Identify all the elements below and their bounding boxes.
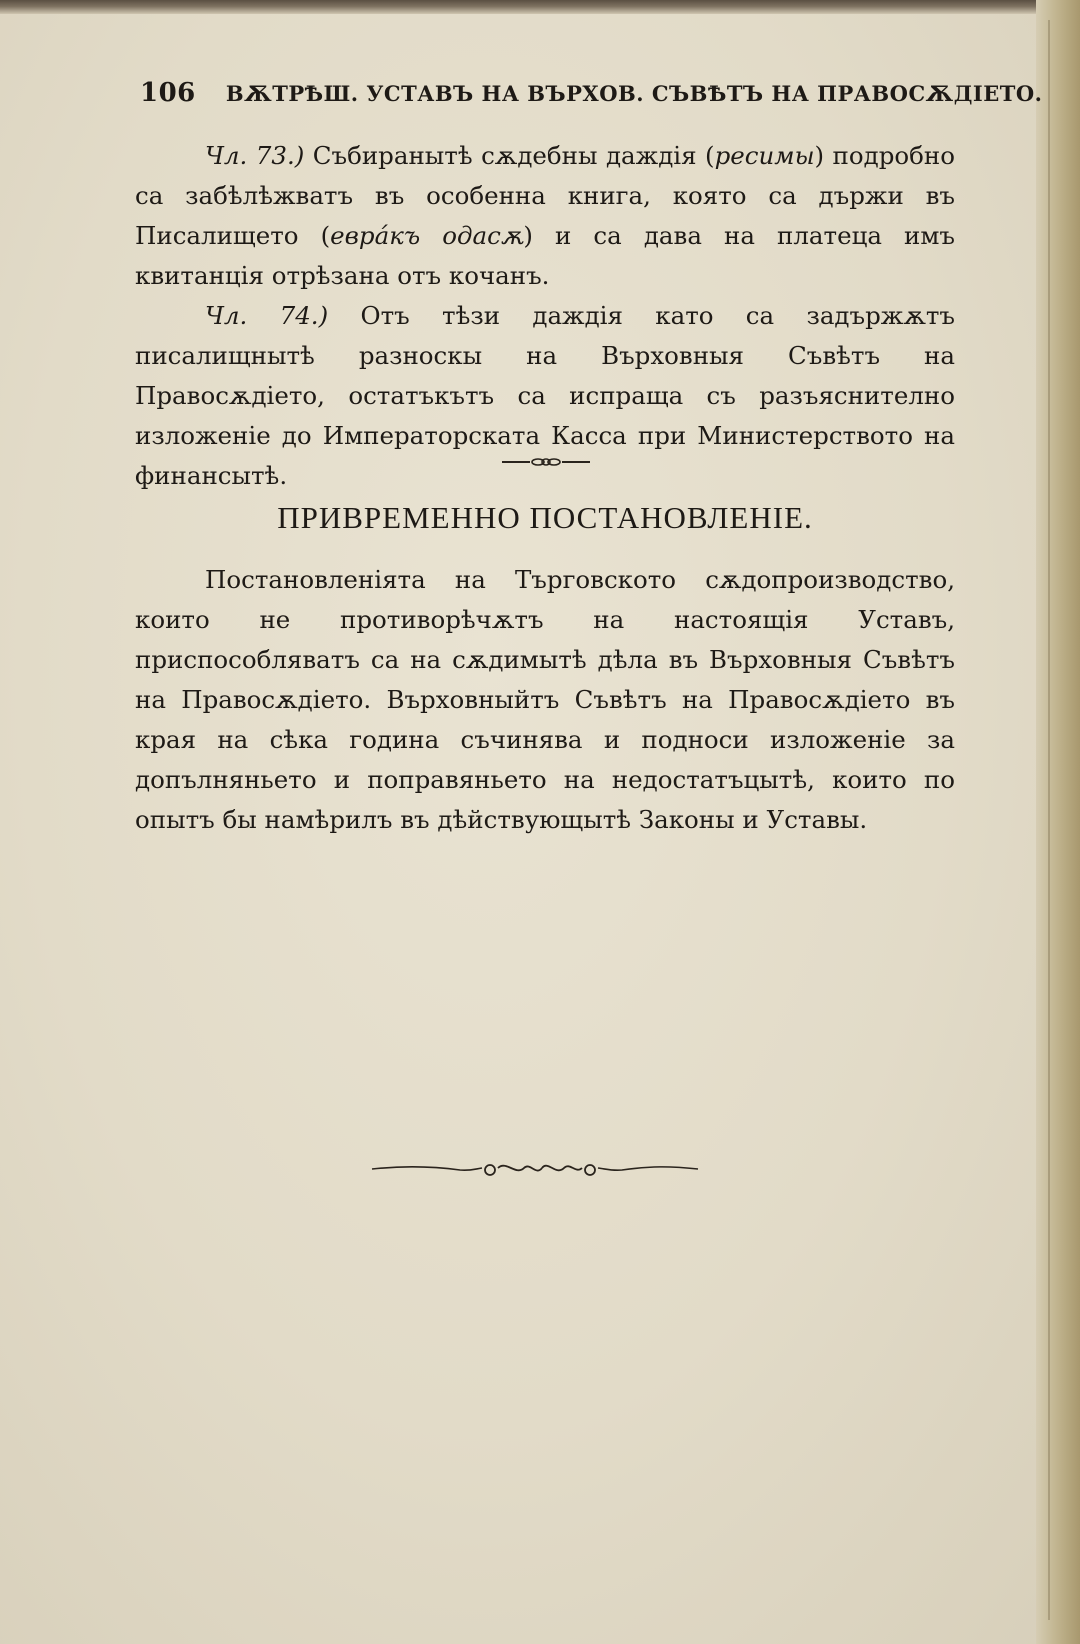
page-number: 106 (140, 78, 196, 108)
articles-block (135, 136, 955, 496)
article-73-text-before: Събиранытѣ сѫдебны даждія ( (304, 141, 715, 170)
article-73-italic-term-1: ресимы (714, 141, 815, 170)
section-heading: ПРИВРЕМЕННО ПОСТАНОВЛЕНІЕ. (277, 500, 813, 535)
page-top-edge (0, 0, 1080, 14)
small-divider-ornament (500, 454, 592, 470)
article-73-italic-term-2: евра́къ одасѫ (330, 221, 524, 250)
section-paragraph: Постановленіята на Търговското сѫдопроизводство, които не противорѣчѫтъ на настоящія Уставъ, приспособляватъ са на сѫдимытѣ дѣла въ Върховныя Съвѣтъ на Правосѫдіето. Върховныйтъ Съвѣтъ на Правосѫдіето въ края на сѣка година съчинява и подноси изложеніе за допълняньето и поправяньето на недостатъцытѣ, които по опытъ бы намѣрилъ въ дѣйствующытѣ Законы и Уставы. (135, 565, 955, 834)
article-73-text-after: ) и са дава на платеца имъ квитанція отрѣзана отъ кочанъ. (135, 221, 955, 290)
page-right-edge (1036, 0, 1080, 1644)
article-74-label: Чл. 74.) (205, 301, 329, 330)
article-73-text-middle: ) подробно са забѣлѣжватъ въ особенна книга, която са държи въ Писалището ( (135, 141, 955, 250)
running-head-title: ВѪТРѢШ. УСТАВЪ НА ВЪРХОВ. СЪВѢТЪ НА ПРАВОСѪДІЕТО. (225, 81, 1043, 106)
running-head (140, 78, 1043, 112)
article-73 (135, 136, 955, 296)
page-fold-line (1048, 20, 1050, 1620)
section-body (135, 560, 955, 840)
article-74-text: Отъ тѣзи даждія като са задържѫтъ писалищнытѣ разноскы на Върховныя Съвѣтъ на Правосѫдіето, остатъкътъ са испраща съ разъяснително изложеніе до Императорската Касса при Министерството на финансытѣ. (135, 301, 955, 490)
article-73-label: Чл. 73.) (205, 141, 305, 170)
end-ornament (370, 1154, 700, 1184)
